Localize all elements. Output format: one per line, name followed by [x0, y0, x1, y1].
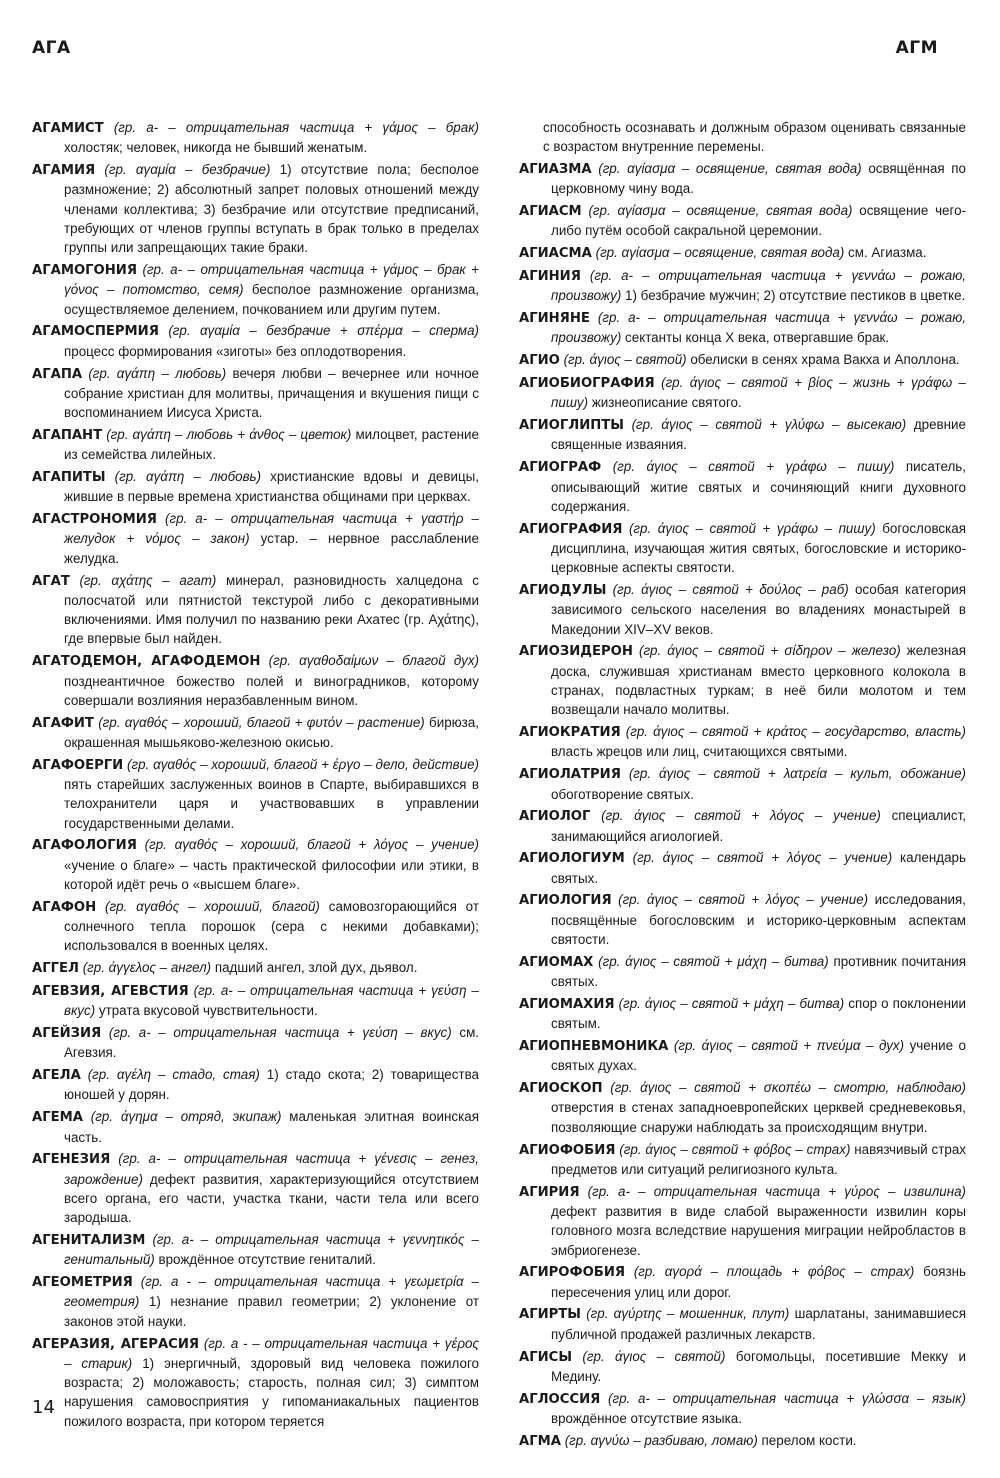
entry-etymology: (гр. а- – отрицательная частица + γάμος – брак) — [113, 120, 479, 135]
entry-etymology: (гр. αγύρτης – мошенник, плут) — [586, 1306, 790, 1322]
dictionary-entry — [519, 722, 966, 762]
entry-definition: отверстия в стенах западноевропейских церквей средневековья, позволяющие снаружи наблюдать за происходящим внутри. — [551, 1100, 966, 1135]
entry-headword: АГАФОН — [32, 899, 97, 915]
entry-headword: АГАМИСТ — [32, 121, 104, 136]
entry-definition: врождённое отсутствие языка. — [551, 1410, 742, 1426]
entry-definition: власть жрецов или лиц, считающихся святыми. — [551, 744, 848, 760]
entry-headword: АГЕВЗИЯ, АГЕВСТИЯ — [32, 983, 189, 999]
entry-definition: пять старейших заслуженных воинов в Спарте, выбиравшихся в телохранители царя и участвовавших в управлении государственными делами. — [64, 777, 479, 831]
entry-etymology: (гр. άγιος – святой + λατρεία – культ, обожание) — [628, 766, 966, 782]
entry-etymology: (гр. άγιος – святой + γλύφω – высекаю) — [631, 417, 907, 433]
entry-etymology: (гр. αγαμία – безбрачие) — [104, 162, 271, 178]
entry-headword: АГИОЛАТРИЯ — [519, 767, 621, 783]
dictionary-entry — [519, 243, 966, 263]
entry-definition: врождённое отсутствие гениталий. — [158, 1252, 376, 1268]
dictionary-entry — [519, 641, 966, 719]
entry-etymology: (гр. άγιος – святой + λόγος – учение) — [601, 808, 881, 824]
entry-headword: АГИО — [519, 353, 560, 369]
dictionary-entry — [32, 1065, 479, 1105]
entry-definition: позднеантичное божество полей и виноградников, которому совершали возлияния неразбавленным вином. — [64, 673, 479, 708]
entry-etymology: (гр. άγιος – святой + βίος – жизнь + γράφω – пишу) — [551, 375, 966, 411]
entry-headword: АГИОПНЕВМОНИКА — [519, 1039, 669, 1055]
entry-etymology: (гр. а- – отрицательная частица + γεννητικός – генитальный) — [64, 1232, 479, 1268]
dictionary-entry — [32, 1023, 479, 1063]
dictionary-entry — [519, 1262, 966, 1302]
entry-definition: боязнь пересечения улиц или дорог. — [551, 1264, 966, 1300]
entry-definition: см. Агиазма. — [848, 245, 927, 261]
entry-etymology: (гр. αγάπη – любовь) — [88, 365, 227, 381]
entry-etymology: (гр. а- – отрицательная частица + γαστήρ – желудок + νόμος – закон) — [64, 511, 479, 547]
entry-definition: 1) безбрачие мужчин; 2) отсутствие пестиков в цветке. — [625, 288, 966, 304]
dictionary-entry — [519, 806, 966, 846]
entry-headword: АГАТОДЕМОН, АГАФОДЕМОН — [32, 654, 261, 670]
entry-definition: обелиски в сенях храма Вакха и Аполлона. — [690, 352, 960, 368]
entry-definition: освящённая по церковному чину вода. — [551, 161, 966, 197]
entry-definition: христианские вдовы и девицы, жившие в первые времена христианства общинами при церквах. — [64, 469, 479, 505]
entry-etymology: (гр. άγιος – святой + κράτος – государство, власть) — [625, 724, 966, 740]
entry-headword: АГАМОГОНИЯ — [32, 263, 137, 279]
entry-definition: минерал, разновидность халцедона с полосчатой или пятнистой текстурой либо с декоративными включениями. Имя получил по названию реки Ахатес (гр. Αχάτης), где впервые был найден. — [64, 572, 479, 647]
entry-headword: АГАПИТЫ — [32, 470, 106, 486]
entry-definition: 1) незнание правил геометрии; 2) уклонение от законов этой науки. — [64, 1294, 479, 1329]
entry-etymology: (гр. αγάπη – любовь) — [114, 469, 262, 485]
entry-etymology: (гр. αγάπη – любовь + άνθος – цветок) — [106, 426, 352, 442]
page-number: 14 — [32, 1397, 55, 1418]
entry-etymology: (гр. άγιος – святой + μάχη – битва) — [598, 953, 829, 969]
dictionary-entry — [32, 467, 479, 507]
dictionary-entry — [32, 958, 479, 978]
entry-etymology: (гр. άγιος – святой + λόγος – учение) — [618, 892, 869, 908]
entry-definition: освящение чего-либо путём особой сакральной церемонии. — [551, 203, 966, 239]
entry-headword: АГИОГЛИПТЫ — [519, 418, 624, 434]
entry-etymology: (гр. άγγελος – ангел) — [82, 960, 212, 976]
dictionary-entry — [519, 994, 966, 1034]
entry-headword: АГИОЛОГИЯ — [519, 893, 612, 909]
dictionary-entry — [32, 1334, 479, 1431]
dictionary-entry — [32, 1149, 479, 1227]
entry-definition: обоготворение святых. — [551, 786, 694, 802]
dictionary-entry — [519, 1304, 966, 1344]
entry-definition: 1) стадо скота; 2) товарищества юношей у дорян. — [64, 1067, 479, 1103]
entry-etymology: (гр. αγαμία – безбрачие + σπέρμα – сперма) — [168, 323, 479, 339]
entry-etymology: (гр. αγίασμα – освящение, святая вода) — [598, 161, 862, 177]
entry-definition: самовозгорающийся от солнечного тепла порошок (сера с некими добавками); использовался в военных целях. — [64, 898, 479, 954]
entry-etymology: (гр. άγιος – святой + μάχη – битва) — [618, 995, 845, 1011]
entry-headword: АГАСТРОНОМИЯ — [32, 512, 157, 528]
dictionary-entry — [32, 260, 479, 319]
entry-headword: АГАТ — [32, 573, 70, 589]
right-column — [519, 118, 966, 1454]
entry-headword: АГИОМАХ — [519, 954, 594, 970]
dictionary-entry — [32, 651, 479, 710]
entry-definition: исследования, посвящённые богословским и историко-церковным аспектам святости. — [551, 892, 966, 948]
entry-definition: сектанты конца X века, отвергавшие брак. — [625, 330, 890, 346]
entry-headword: АГАПАНТ — [32, 427, 103, 443]
entry-headword: АГИОЗИДЕРОН — [519, 644, 633, 660]
entry-etymology: (гр. αγαθοδαίμων – благой дух) — [268, 653, 479, 669]
entry-definition: шарлатаны, занимавшиеся публичной продажей различных лекарств. — [551, 1306, 966, 1342]
entry-definition: см. Агевзия. — [64, 1025, 479, 1061]
entry-definition: спор о поклонении святым. — [551, 995, 966, 1032]
entry-definition: 1) отсутствие пола; бесполое размножение; 2) абсолютный запрет половых отношений между членами коллектива; 3) безбрачие или отсутствие предписаний, требующих от членов группы вступать в брак только в пределах группы или запрещающих такие браки. — [64, 162, 479, 256]
entry-headword: АГИАСМА — [519, 246, 592, 262]
entry-definition: «учение о благе» – часть практической философии или этики, в которой идёт речь о «высшем благе». — [64, 857, 479, 892]
entry-etymology: (гр. άγιος – святой + λόγος – учение) — [632, 850, 893, 866]
dictionary-entry — [519, 1140, 966, 1180]
dictionary-entry — [32, 425, 479, 465]
entry-headword: АГЕОМЕТРИЯ — [32, 1275, 133, 1291]
entry-headword: АГАМИЯ — [32, 163, 96, 179]
entry-etymology: (гр. άγιος – святой + φόβος – страх) — [619, 1141, 851, 1157]
dictionary-entry — [519, 1036, 966, 1076]
entry-etymology: (гр. αγαθός – хороший, благой) — [105, 898, 320, 914]
entry-etymology: (гр. а- – отрицательная частица + γεννάω – рожаю, произвожу) — [551, 310, 966, 346]
entry-definition: бирюза, окрашенная мышьяково-железною окисью. — [64, 714, 479, 750]
entry-headword: АГЕРАЗИЯ, АГЕРАСИЯ — [32, 1336, 200, 1352]
entry-etymology: (гр. а - – отрицательная частица + γέρος – старик) — [64, 1335, 479, 1371]
entry-headword: АГИАЗМА — [519, 162, 592, 178]
dictionary-entry — [519, 1389, 966, 1429]
entry-headword: АГИРТЫ — [519, 1307, 581, 1323]
dictionary-entry — [32, 755, 479, 833]
left-column — [32, 118, 479, 1434]
entry-definition: 1) энергичный, здоровый вид человека пожилого возраста; 2) моложавость; старость, полная сил; 3) симптом нарушения самовосприятия у гипоманиакальных пациентов пожилого возраста, при котором теряется — [64, 1355, 479, 1429]
entry-definition: маленькая элитная воинская часть. — [64, 1109, 479, 1145]
entry-definition: падший ангел, злой дух, дьявол. — [214, 960, 418, 976]
entry-etymology: (гр. άγιος – святой + σκοπέω – смотрю, наблюдаю) — [610, 1080, 966, 1096]
entry-definition: богословская дисциплина, изучающая жития святых, богословские и историко-церковные аспекты святости. — [551, 520, 966, 576]
entry-definition: богомольцы, посетившие Мекку и Медину. — [551, 1348, 966, 1384]
entry-definition: жизнеописание святого. — [591, 395, 742, 411]
entry-etymology: (гр. άγιος – святой + σίδηρον – железо) — [638, 643, 901, 659]
entry-definition: дефект развития, характеризующийся отсутствием всего органа, его части, участка ткани, части тела или всего зародыша. — [64, 1171, 479, 1226]
entry-etymology: (гр. αγορά – площадь + φόβος – страх) — [633, 1264, 915, 1280]
entry-definition: процесс формирования «зиготы» без оплодотворения. — [64, 343, 407, 359]
entry-definition: перелом кости. — [761, 1432, 857, 1448]
entry-headword: АГИОЛОГИУМ — [519, 851, 625, 867]
dictionary-entry — [519, 952, 966, 992]
entry-etymology: (гр. άγιος – святой + πνεύμα – дух) — [673, 1038, 905, 1054]
entry-etymology: (гр. άγιος – святой) — [582, 1348, 726, 1364]
dictionary-entry — [32, 118, 479, 158]
entry-headword: АГЕНЕЗИЯ — [32, 1152, 111, 1168]
entry-headword: АГЕМА — [32, 1110, 83, 1126]
entry-etymology: (гр. άγιος – святой) — [563, 352, 687, 368]
entry-definition: дефект развития в виде слабой выраженности извилин коры головного мозга вследствие нарушения миграции нейробластов в эмбриогенезе. — [551, 1203, 966, 1258]
entry-headword: АГИОСКОП — [519, 1081, 603, 1097]
entry-headword: АГАФОЛОГИЯ — [32, 838, 137, 854]
entry-definition: утрата вкусовой чувствительности. — [98, 1003, 318, 1019]
entry-headword: АГЕЙЗИЯ — [32, 1026, 102, 1042]
dictionary-entry — [32, 713, 479, 753]
dictionary-entry — [32, 1272, 479, 1331]
dictionary-entry — [519, 457, 966, 516]
entry-etymology: (гр. άγιος – святой + γράφω – пишу) — [612, 459, 895, 475]
entry-etymology: (гр. αχάτης – агат) — [79, 572, 217, 588]
entry-etymology: (гр. αγαθός – хороший, благой + έργο – дело, действие) — [127, 756, 479, 772]
entry-definition: противник почитания святых. — [551, 953, 966, 990]
dictionary-entry — [519, 415, 966, 455]
entry-headword: АГАПА — [32, 366, 83, 382]
entry-headword: АГИОМАХИЯ — [519, 996, 615, 1012]
dictionary-entry — [32, 1230, 479, 1270]
dictionary-entry — [519, 1347, 966, 1387]
dictionary-entry — [32, 571, 479, 649]
running-head-left: АГА — [32, 38, 71, 58]
dictionary-entry — [32, 897, 479, 956]
dictionary-entry — [32, 1107, 479, 1147]
dictionary-entry — [519, 308, 966, 348]
dictionary-entry — [519, 1431, 966, 1451]
dictionary-entry — [32, 364, 479, 423]
entry-headword: АГЕНИТАЛИЗМ — [32, 1233, 146, 1249]
entry-headword: АГИОФОБИЯ — [519, 1142, 616, 1158]
entry-etymology: (гр. άγιος – святой + δούλος – раб) — [612, 582, 849, 598]
dictionary-entry — [519, 1182, 966, 1260]
running-head-right: АГМ — [895, 38, 938, 58]
entry-definition: железная доска, служившая христианам вместо церковного колокола в странах, подвластных туркам; в неё били молотом и тем возвещали начало молитвы. — [551, 643, 966, 718]
entry-etymology: (гр. а- – отрицательная частица + γύρος – извилина) — [587, 1183, 966, 1199]
entry-etymology: (гр. αγέλη – стадо, стая) — [87, 1067, 260, 1083]
entry-definition: способность осознавать и должным образом оценивать связанные с возрастом внутренние перемены. — [543, 120, 966, 155]
entry-etymology: (гр. а - – отрицательная частица + γεωμετρία – геометрия) — [64, 1274, 479, 1310]
entry-definition: навязчивый страх предметов или ситуаций религиозного культа. — [551, 1141, 966, 1177]
entry-headword: АГЛОССИЯ — [519, 1391, 601, 1407]
entry-etymology: (гр. αγαθός – хороший, благой + λόγος – учение) — [144, 837, 479, 853]
entry-definition: писатель, описывающий житие святых и сочиняющий книги духовного содержания. — [551, 459, 966, 514]
dictionary-entry — [519, 350, 966, 370]
entry-headword: АГЕЛА — [32, 1068, 81, 1084]
dictionary-entry — [519, 266, 966, 306]
entry-headword: АГАФОЕРГИ — [32, 757, 124, 773]
dictionary-entry — [519, 118, 966, 157]
dictionary-entry — [519, 890, 966, 949]
entry-headword: АГИАСМ — [519, 204, 582, 220]
entry-etymology: (гр. а- – отрицательная частица + γεύση – вкус) — [108, 1025, 452, 1041]
dictionary-entry — [32, 160, 479, 257]
entry-etymology: (гр. αγαθός – хороший, благой + φυτόν – растение) — [98, 714, 425, 730]
entry-etymology: (гр. а- – отрицательная частица + γλώσσα – язык) — [608, 1390, 966, 1406]
entry-headword: АГИОГРАФИЯ — [519, 521, 623, 537]
entry-etymology: (гр. αγίασμα – освящение, святая вода) — [595, 245, 845, 261]
entry-headword: АГИОГРАФ — [519, 460, 602, 476]
entry-etymology: (гр. άγιος – святой + γράφω – пишу) — [628, 520, 876, 536]
entry-etymology: (гр. αγνύω – разбиваю, ломаю) — [564, 1432, 758, 1448]
entry-headword: АГМА — [519, 1433, 561, 1449]
dictionary-entry — [519, 519, 966, 578]
entry-headword: АГИОДУЛЫ — [519, 583, 607, 599]
entry-definition: милоцвет, растение из семейства лилейных. — [64, 426, 479, 463]
entry-headword: АГИОЛОГ — [519, 809, 591, 825]
dictionary-entry — [32, 509, 479, 568]
entry-headword: АГИНЯНЕ — [519, 311, 590, 327]
entry-etymology: (гр. а- – отрицательная частица + γάμος – брак + γόνος – потомство, семя) — [64, 262, 480, 298]
dictionary-entry — [519, 201, 966, 241]
entry-headword: АГИОКРАТИЯ — [519, 725, 621, 741]
dictionary-entry — [519, 373, 966, 413]
entry-headword: АГИОБИОГРАФИЯ — [519, 376, 655, 392]
entry-definition: особая категория зависимого сельского населения во владениях монастырей в Македонии XIV–XV веков. — [551, 582, 966, 637]
entry-headword: АГИСЫ — [519, 1349, 572, 1365]
entry-headword: АГИНИЯ — [519, 269, 581, 285]
dictionary-entry — [519, 159, 966, 199]
entry-headword: АГАФИТ — [32, 715, 94, 731]
entry-definition: древние священные изваяния. — [551, 417, 966, 453]
entry-etymology: (гр. άγημα – отряд, экипаж) — [90, 1109, 282, 1125]
entry-headword: АГИРИЯ — [519, 1184, 580, 1200]
dictionary-entry — [32, 835, 479, 894]
dictionary-entry — [32, 321, 479, 361]
entry-etymology: (гр. αγίασμα – освящение, святая вода) — [588, 203, 853, 219]
dictionary-entry — [519, 764, 966, 804]
entry-etymology: (гр. а- – отрицательная частица + γεννάω – рожаю, произвожу) — [551, 268, 966, 304]
entry-etymology: (гр. а- – отрицательная частица + γένεσις – генез, зарождение) — [64, 1151, 479, 1187]
entry-definition: учение о святых духах. — [551, 1038, 967, 1074]
dictionary-entry — [519, 580, 966, 639]
entry-headword: АГГЕЛ — [32, 961, 79, 977]
entry-definition: календарь святых. — [551, 850, 966, 886]
dictionary-entry — [519, 1078, 966, 1137]
entry-definition: вечеря любви – вечернее или ночное собрание христиан для молитвы, причащения и вкушения пищи с воспоминанием Иисуса Христа. — [64, 365, 479, 421]
dictionary-entry — [519, 848, 966, 888]
dictionary-entry — [32, 981, 479, 1021]
entry-definition: устар. – нервное расслабление желудка. — [64, 531, 479, 566]
entry-etymology: (гр. а- – отрицательная частица + γεύση – вкус) — [64, 982, 479, 1019]
entry-definition: специалист, занимающийся агиологией. — [551, 808, 966, 844]
entry-definition: бесполое размножение организма, осуществляемое делением, почкованием или другим путем. — [64, 282, 479, 317]
entry-headword: АГАМОСПЕРМИЯ — [32, 324, 159, 340]
entry-definition: холостяк; человек, никогда не бывший женатым. — [64, 140, 368, 156]
entry-headword: АГИРОФОБИЯ — [519, 1265, 626, 1281]
